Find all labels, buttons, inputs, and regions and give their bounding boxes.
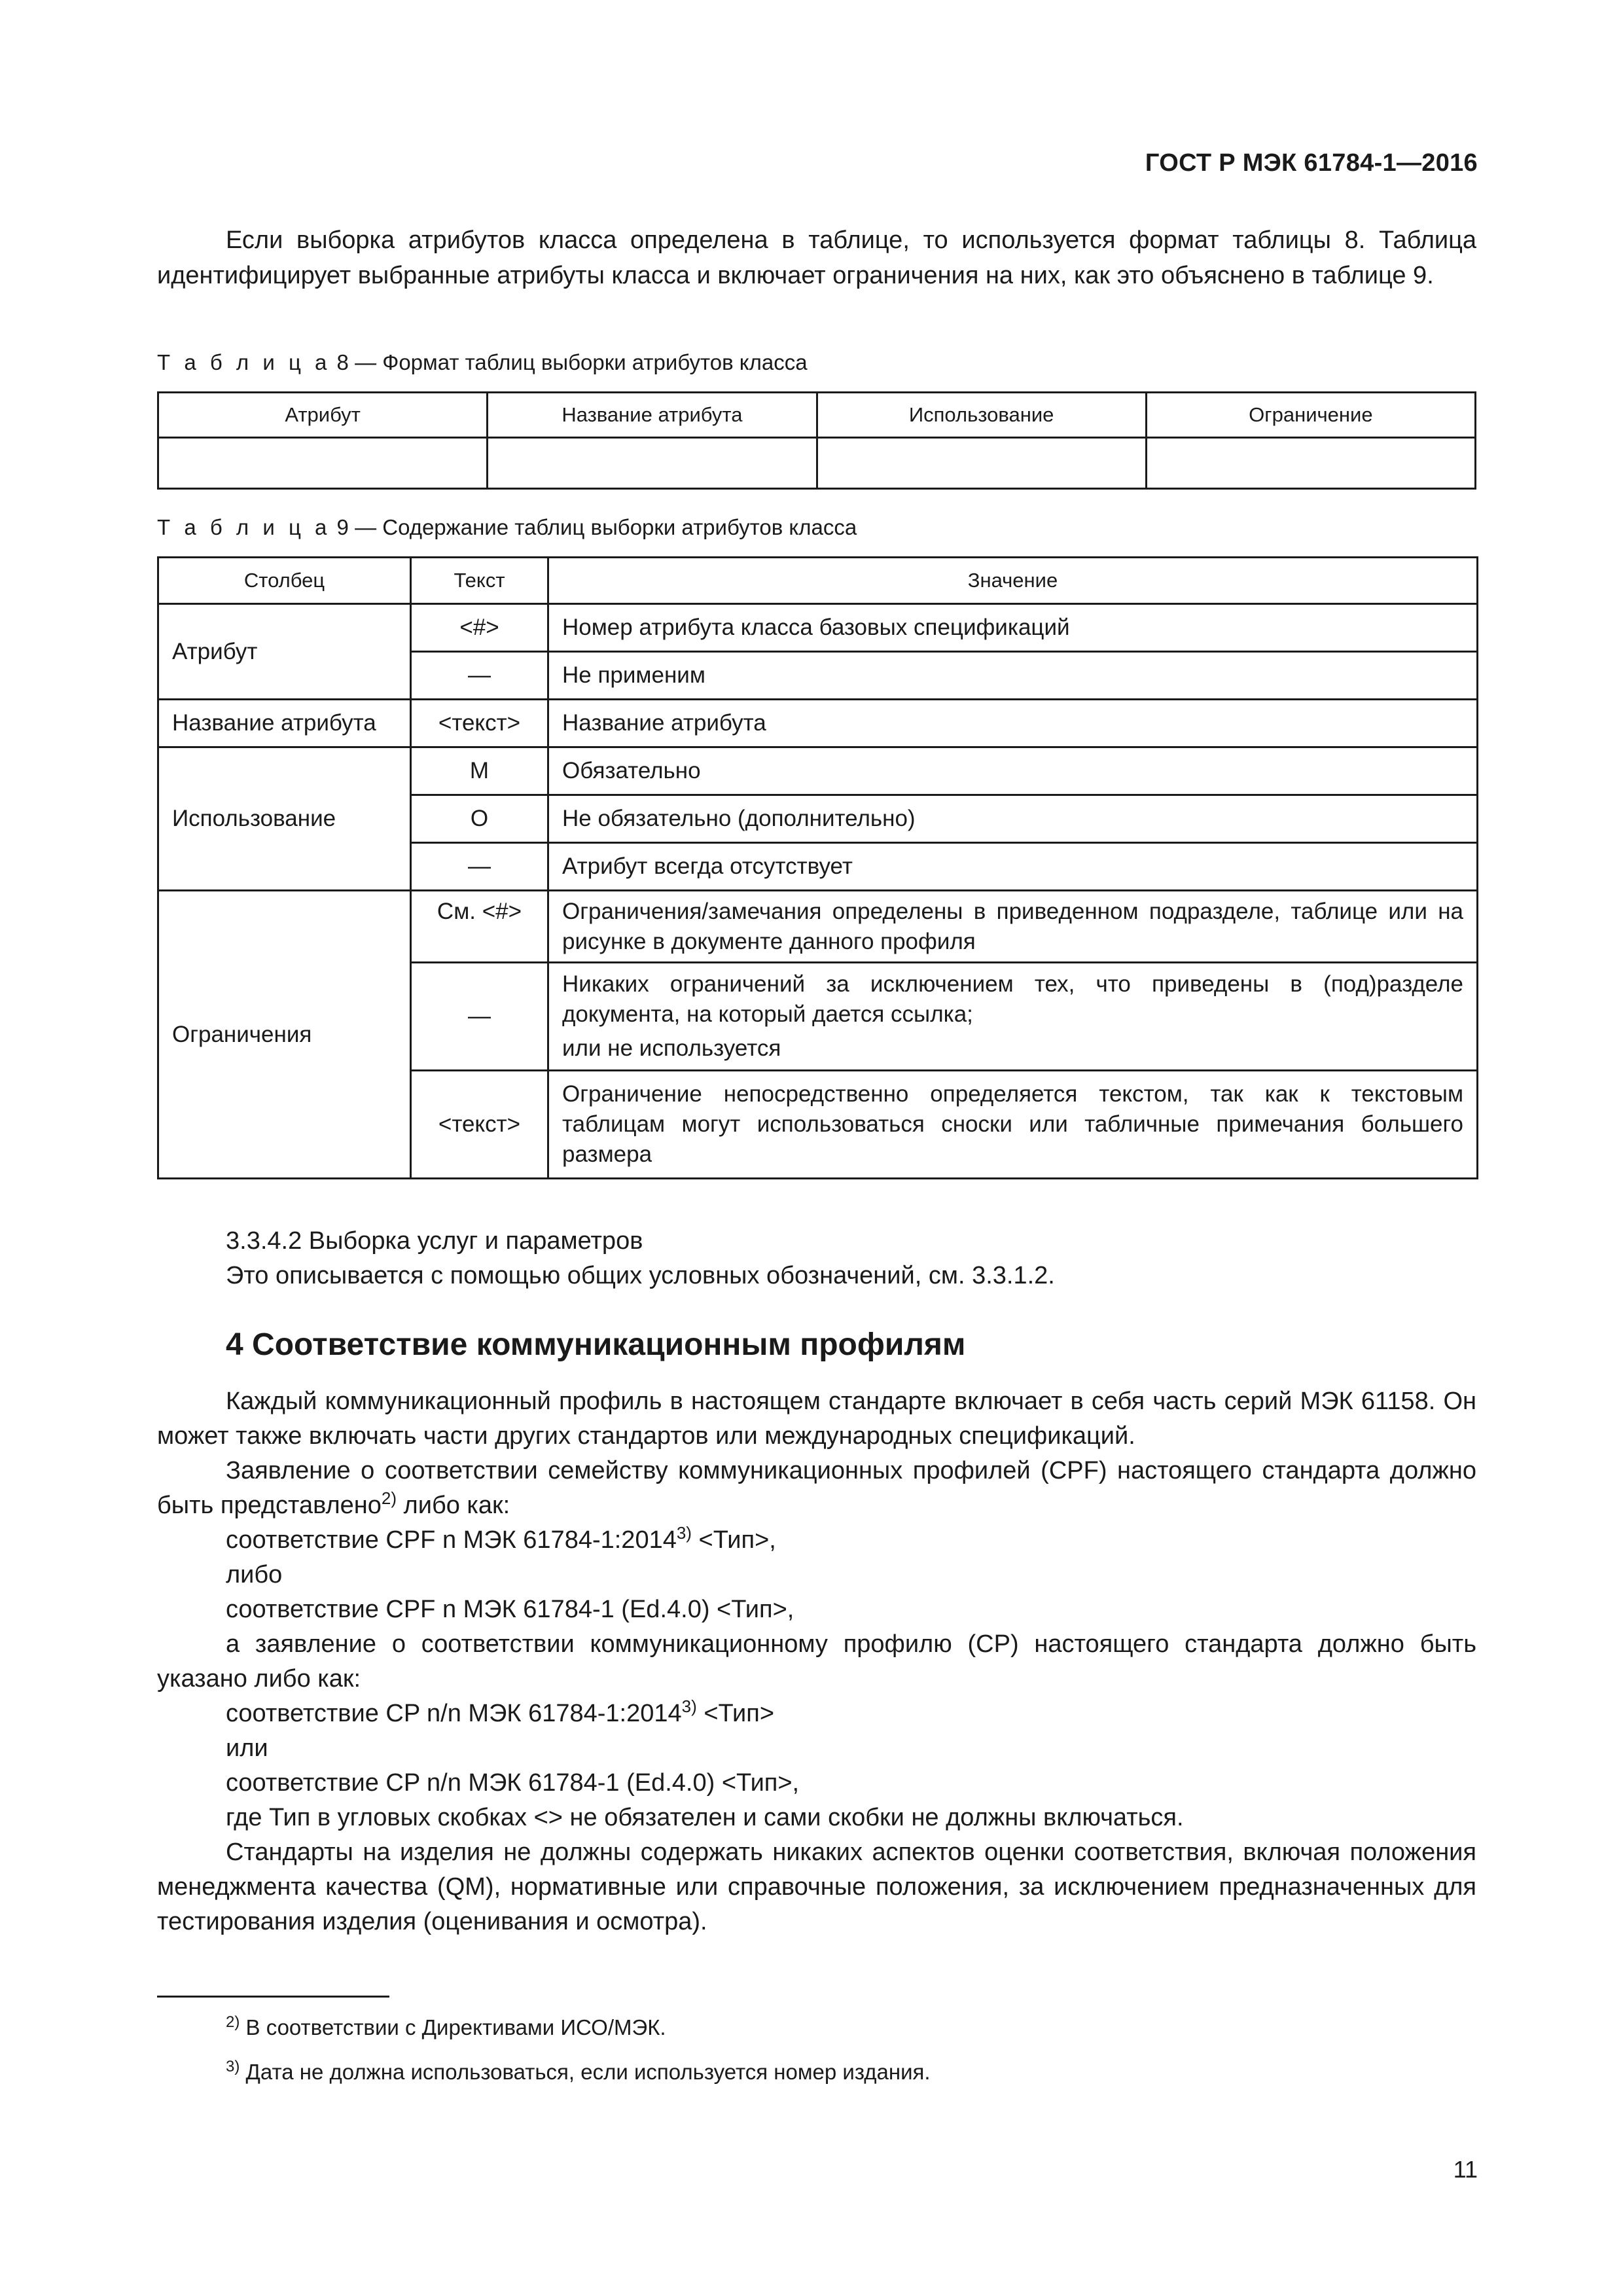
table8-empty-row <box>158 438 1476 489</box>
section-3342 <box>157 1224 1476 1293</box>
section4-body <box>157 1384 1476 1939</box>
text-run: либо как: <box>397 1492 510 1519</box>
table8-cell <box>1146 438 1475 489</box>
row-text: — <box>411 843 548 891</box>
row-text: См. <#> <box>411 891 548 963</box>
table8-cell <box>158 438 488 489</box>
row-group-label: Название атрибута <box>158 700 411 747</box>
text-run: соответствие CP n/n МЭК 61784-1:2014 <box>226 1700 682 1727</box>
footnote <box>226 2015 666 2041</box>
table8-header-attribute: Атрибут <box>158 393 488 438</box>
table8-caption-text: 8 — Формат таблиц выборки атрибутов класса <box>336 350 808 374</box>
row-group-label: Использование <box>158 747 411 891</box>
table8-header-usage: Использование <box>817 393 1146 438</box>
row-value: Ограничения/замечания определены в приведенном подразделе, таблице или на рисунке в документе данного профиля <box>548 891 1478 963</box>
table8-header-attribute-name: Название атрибута <box>488 393 817 438</box>
table9-header-column: Столбец <box>158 558 411 604</box>
footnote-separator <box>157 1996 389 1998</box>
row-group-label: Атрибут <box>158 604 411 700</box>
row-text: <текст> <box>411 700 548 747</box>
row-value: Обязательно <box>548 747 1478 795</box>
row-value: Название атрибута <box>548 700 1478 747</box>
section4-line <box>157 1696 1476 1731</box>
row-value: Ограничение непосредственно определяется текстом, так как к текстовым таблицам могут использоваться сноски или табличные примечания большего размера <box>548 1071 1478 1179</box>
table-row <box>158 747 1478 795</box>
section4-paragraph: а заявление о соответствии коммуникационному профилю (CP) настоящего стандарта должно быть указано либо как: <box>157 1630 1476 1693</box>
text-run: <Тип>, <box>691 1526 776 1554</box>
row-value: Не применим <box>548 652 1478 700</box>
section4-line: или <box>226 1734 268 1762</box>
section-3342-title: 3.3.4.2 Выборка услуг и параметров <box>226 1227 643 1255</box>
section4-line: соответствие CP n/n МЭК 61784-1 (Ed.4.0) <Тип>, <box>226 1769 800 1797</box>
intro-paragraph: Если выборка атрибутов класса определена в таблице, то используется формат таблицы 8. Таблица идентифицирует выбранные атрибуты класса и включает ограничения на них, как это объяснено в таблице 9. <box>157 226 1476 289</box>
footnote-text: Дата не должна использоваться, если используется номер издания. <box>245 2060 931 2084</box>
text-run: Заявление о соответствии семейству коммуникационных профилей (CPF) настоящего стандарта должно быть представлено <box>157 1457 1476 1519</box>
table-row <box>158 604 1478 652</box>
row-value-line: Никаких ограничений за исключением тех, что приведены в (под)разделе документа, на который дается ссылка; <box>562 971 1463 1027</box>
section4-line <box>157 1523 1476 1558</box>
text-run: соответствие CPF n МЭК 61784-1:2014 <box>226 1526 677 1554</box>
row-text: — <box>411 652 548 700</box>
section4-heading: 4 Соответствие коммуникационным профилям <box>226 1327 966 1362</box>
table-row <box>158 891 1478 963</box>
row-text: <#> <box>411 604 548 652</box>
table8-label: Т а б л и ц а <box>157 350 331 374</box>
document-header: ГОСТ Р МЭК 61784-1—2016 <box>1145 149 1478 177</box>
section4-paragraph: Стандарты на изделия не должны содержать никаких аспектов оценки соответствия, включая положения менеджмента качества (QM), нормативные или справочные положения, за исключением предназначенных для тестирования изделия (оценивания и осмотра). <box>157 1839 1476 1935</box>
table9-header-row <box>158 558 1478 604</box>
footnote-ref: 3) <box>681 1696 697 1716</box>
table8-cell <box>488 438 817 489</box>
row-text: <текст> <box>411 1071 548 1179</box>
section4-line: где Тип в угловых скобках <> не обязателен и сами скобки не должны включаться. <box>226 1804 1184 1831</box>
table-row <box>158 700 1478 747</box>
table9-header-text: Текст <box>411 558 548 604</box>
table9-label: Т а б л и ц а <box>157 515 331 539</box>
table8-header-row <box>158 393 1476 438</box>
table8-cell <box>817 438 1146 489</box>
table8 <box>157 391 1476 490</box>
table9 <box>157 556 1478 1179</box>
footnote-mark: 3) <box>226 2058 240 2075</box>
row-text: M <box>411 747 548 795</box>
section4-line: либо <box>226 1561 283 1588</box>
footnote-text: В соответствии с Директивами ИСО/МЭК. <box>245 2015 666 2039</box>
table8-header-restriction: Ограничение <box>1146 393 1475 438</box>
footnote-ref: 2) <box>381 1488 397 1508</box>
row-value: Не обязательно (дополнительно) <box>548 795 1478 843</box>
footnote-ref: 3) <box>676 1523 692 1543</box>
footnote <box>226 2059 931 2085</box>
section4-paragraph <box>157 1454 1476 1523</box>
section4-line: соответствие CPF n МЭК 61784-1 (Ed.4.0) <Тип>, <box>226 1596 794 1623</box>
row-text: O <box>411 795 548 843</box>
table9-caption <box>157 514 857 541</box>
row-group-label: Ограничения <box>158 891 411 1179</box>
section-3342-text: Это описывается с помощью общих условных обозначений, см. 3.3.1.2. <box>226 1262 1055 1289</box>
section4-paragraph: Каждый коммуникационный профиль в настоящем стандарте включает в себя часть серий МЭК 61158. Он может также включать части других стандартов или международных спецификаций. <box>157 1388 1476 1450</box>
table9-caption-text: 9 — Содержание таблиц выборки атрибутов класса <box>336 515 857 539</box>
row-value-line: или не используется <box>562 1035 781 1061</box>
text-run: <Тип> <box>696 1700 775 1727</box>
table9-header-value: Значение <box>548 558 1478 604</box>
row-value <box>548 963 1478 1071</box>
row-text: — <box>411 963 548 1071</box>
footnote-mark: 2) <box>226 2013 240 2031</box>
table8-caption <box>157 350 808 376</box>
row-value: Номер атрибута класса базовых спецификаций <box>548 604 1478 652</box>
row-value: Атрибут всегда отсутствует <box>548 843 1478 891</box>
page-number: 11 <box>1453 2156 1478 2183</box>
